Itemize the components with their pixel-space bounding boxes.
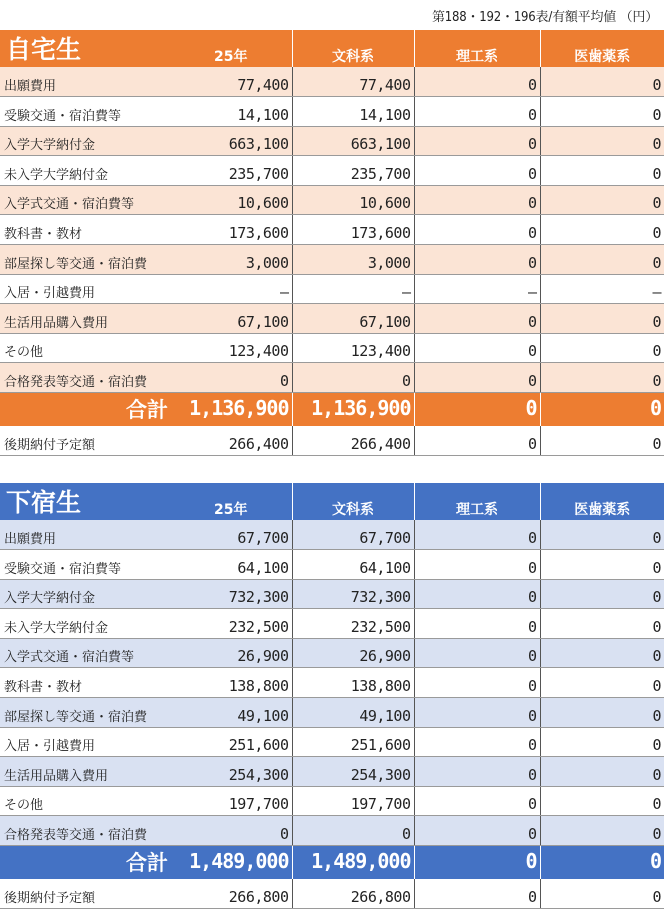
row-value: 67,700 [292, 520, 414, 550]
row-value: 0 [414, 698, 540, 728]
row-value: 232,500 [170, 609, 292, 639]
row-value: 123,400 [170, 333, 292, 363]
row-value: 251,600 [170, 727, 292, 757]
row-label: 後期納付予定額 [0, 426, 170, 456]
row-value: 254,300 [292, 757, 414, 787]
row-value: 0 [292, 816, 414, 846]
row-value: 26,900 [170, 638, 292, 668]
row-label: その他 [0, 333, 170, 363]
row-value: 732,300 [170, 579, 292, 609]
row-value: 0 [414, 156, 540, 186]
row-label: 入学大学納付金 [0, 126, 170, 156]
row-value: 0 [414, 757, 540, 787]
row-value: 0 [540, 879, 664, 909]
row-value: 0 [414, 520, 540, 550]
row-value: 0 [540, 304, 664, 334]
row-value: 0 [540, 668, 664, 698]
row-value: 0 [414, 668, 540, 698]
table-row [0, 668, 664, 698]
table-row [0, 156, 664, 186]
column-header-year: 25年 [170, 483, 292, 520]
row-value: 197,700 [170, 786, 292, 816]
table-row [0, 363, 664, 393]
total-label: 合計 [0, 393, 170, 426]
row-value: 77,400 [292, 67, 414, 97]
table-header-row [0, 30, 664, 67]
total-value: 0 [414, 846, 540, 879]
total-value: 1,136,900 [292, 393, 414, 426]
row-value: 67,700 [170, 520, 292, 550]
row-value: 0 [540, 363, 664, 393]
row-value: 232,500 [292, 609, 414, 639]
row-value: 0 [414, 727, 540, 757]
row-value: 0 [414, 215, 540, 245]
row-value: 0 [414, 245, 540, 275]
row-value: 138,800 [170, 668, 292, 698]
row-label: 入学式交通・宿泊費等 [0, 638, 170, 668]
row-value: 173,600 [170, 215, 292, 245]
row-value: 0 [414, 816, 540, 846]
total-value: 1,489,000 [292, 846, 414, 879]
row-value: 0 [414, 67, 540, 97]
row-value: 266,800 [292, 879, 414, 909]
row-value: 0 [540, 816, 664, 846]
section-title: 下宿生 [0, 483, 170, 520]
row-value: 67,100 [292, 304, 414, 334]
row-label: 未入学大学納付金 [0, 156, 170, 186]
row-value: 10,600 [292, 185, 414, 215]
row-value: — [540, 274, 664, 304]
row-value: 0 [540, 638, 664, 668]
row-value: 64,100 [292, 550, 414, 580]
table-row [0, 304, 664, 334]
row-value: — [414, 274, 540, 304]
row-label: 入学式交通・宿泊費等 [0, 185, 170, 215]
table-row [0, 727, 664, 757]
row-value: 0 [414, 609, 540, 639]
total-value: 0 [540, 393, 664, 426]
row-label: 部屋探し等交通・宿泊費 [0, 698, 170, 728]
total-value: 0 [414, 393, 540, 426]
row-value: 0 [540, 520, 664, 550]
row-value: 0 [414, 185, 540, 215]
row-value: 49,100 [292, 698, 414, 728]
column-header-medical: 医歯薬系 [540, 483, 664, 520]
total-label: 合計 [0, 846, 170, 879]
row-value: 0 [414, 786, 540, 816]
row-label: 入居・引越費用 [0, 274, 170, 304]
row-label: 出願費用 [0, 520, 170, 550]
row-label: 後期納付予定額 [0, 879, 170, 909]
column-header-humanities: 文科系 [292, 30, 414, 67]
row-value: — [170, 274, 292, 304]
row-value: 0 [414, 638, 540, 668]
row-label: 入居・引越費用 [0, 727, 170, 757]
column-header-humanities: 文科系 [292, 483, 414, 520]
row-value: 0 [540, 126, 664, 156]
row-value: 0 [540, 609, 664, 639]
row-value: 266,400 [170, 426, 292, 456]
table-row [0, 274, 664, 304]
row-value: 77,400 [170, 67, 292, 97]
table-row [0, 520, 664, 550]
row-value: 235,700 [292, 156, 414, 186]
row-value: 0 [540, 245, 664, 275]
row-value: 26,900 [292, 638, 414, 668]
deferred-payment-row [0, 426, 664, 456]
row-value: 0 [540, 579, 664, 609]
row-value: 0 [414, 363, 540, 393]
row-value: 0 [540, 786, 664, 816]
total-value: 1,136,900 [170, 393, 292, 426]
row-value: 0 [540, 727, 664, 757]
total-value: 1,489,000 [170, 846, 292, 879]
row-value: 254,300 [170, 757, 292, 787]
row-value: 14,100 [292, 97, 414, 127]
row-value: 0 [414, 126, 540, 156]
table-row [0, 550, 664, 580]
row-value: — [292, 274, 414, 304]
row-value: 49,100 [170, 698, 292, 728]
row-value: 0 [414, 579, 540, 609]
row-value: 732,300 [292, 579, 414, 609]
row-value: 67,100 [170, 304, 292, 334]
row-label: 生活用品購入費用 [0, 304, 170, 334]
row-value: 197,700 [292, 786, 414, 816]
table-row [0, 698, 664, 728]
row-value: 173,600 [292, 215, 414, 245]
row-value: 266,400 [292, 426, 414, 456]
row-value: 14,100 [170, 97, 292, 127]
home-student-table [0, 30, 664, 456]
table-row [0, 185, 664, 215]
row-label: 部屋探し等交通・宿泊費 [0, 245, 170, 275]
row-label: その他 [0, 786, 170, 816]
row-label: 合格発表等交通・宿泊費 [0, 363, 170, 393]
table-header-row [0, 483, 664, 520]
table-row [0, 215, 664, 245]
source-note: 第188・192・196表/有額平均値 （円） [431, 10, 658, 25]
total-row [0, 393, 664, 426]
row-value: 0 [414, 879, 540, 909]
table-row [0, 638, 664, 668]
row-label: 受験交通・宿泊費等 [0, 550, 170, 580]
row-value: 0 [414, 426, 540, 456]
row-value: 0 [170, 363, 292, 393]
row-value: 138,800 [292, 668, 414, 698]
table-row [0, 609, 664, 639]
row-value: 0 [540, 185, 664, 215]
row-value: 0 [414, 97, 540, 127]
total-row [0, 846, 664, 879]
row-value: 0 [540, 757, 664, 787]
row-value: 0 [414, 333, 540, 363]
row-value: 0 [540, 67, 664, 97]
row-label: 生活用品購入費用 [0, 757, 170, 787]
row-value: 10,600 [170, 185, 292, 215]
row-label: 合格発表等交通・宿泊費 [0, 816, 170, 846]
deferred-payment-row [0, 879, 664, 909]
table-row [0, 67, 664, 97]
column-header-science: 理工系 [414, 30, 540, 67]
row-value: 663,100 [170, 126, 292, 156]
row-value: 0 [540, 698, 664, 728]
row-value: 0 [540, 215, 664, 245]
row-label: 入学大学納付金 [0, 579, 170, 609]
table-row [0, 97, 664, 127]
table-row [0, 786, 664, 816]
table-row [0, 245, 664, 275]
row-label: 未入学大学納付金 [0, 609, 170, 639]
row-label: 教科書・教材 [0, 215, 170, 245]
row-label: 教科書・教材 [0, 668, 170, 698]
row-value: 123,400 [292, 333, 414, 363]
table-row [0, 757, 664, 787]
table-row [0, 816, 664, 846]
row-value: 0 [414, 304, 540, 334]
row-value: 0 [540, 550, 664, 580]
row-value: 663,100 [292, 126, 414, 156]
row-value: 235,700 [170, 156, 292, 186]
row-value: 0 [414, 550, 540, 580]
boarding-student-table [0, 483, 664, 909]
row-value: 0 [540, 156, 664, 186]
column-header-medical: 医歯薬系 [540, 30, 664, 67]
column-header-year: 25年 [170, 30, 292, 67]
table-row [0, 333, 664, 363]
row-value: 0 [540, 333, 664, 363]
row-value: 0 [292, 363, 414, 393]
row-value: 251,600 [292, 727, 414, 757]
row-label: 出願費用 [0, 67, 170, 97]
row-value: 0 [540, 426, 664, 456]
row-label: 受験交通・宿泊費等 [0, 97, 170, 127]
table-row [0, 126, 664, 156]
row-value: 0 [540, 97, 664, 127]
row-value: 0 [170, 816, 292, 846]
column-header-science: 理工系 [414, 483, 540, 520]
row-value: 64,100 [170, 550, 292, 580]
row-value: 266,800 [170, 879, 292, 909]
row-value: 3,000 [292, 245, 414, 275]
section-title: 自宅生 [0, 30, 170, 67]
table-row [0, 579, 664, 609]
row-value: 3,000 [170, 245, 292, 275]
total-value: 0 [540, 846, 664, 879]
